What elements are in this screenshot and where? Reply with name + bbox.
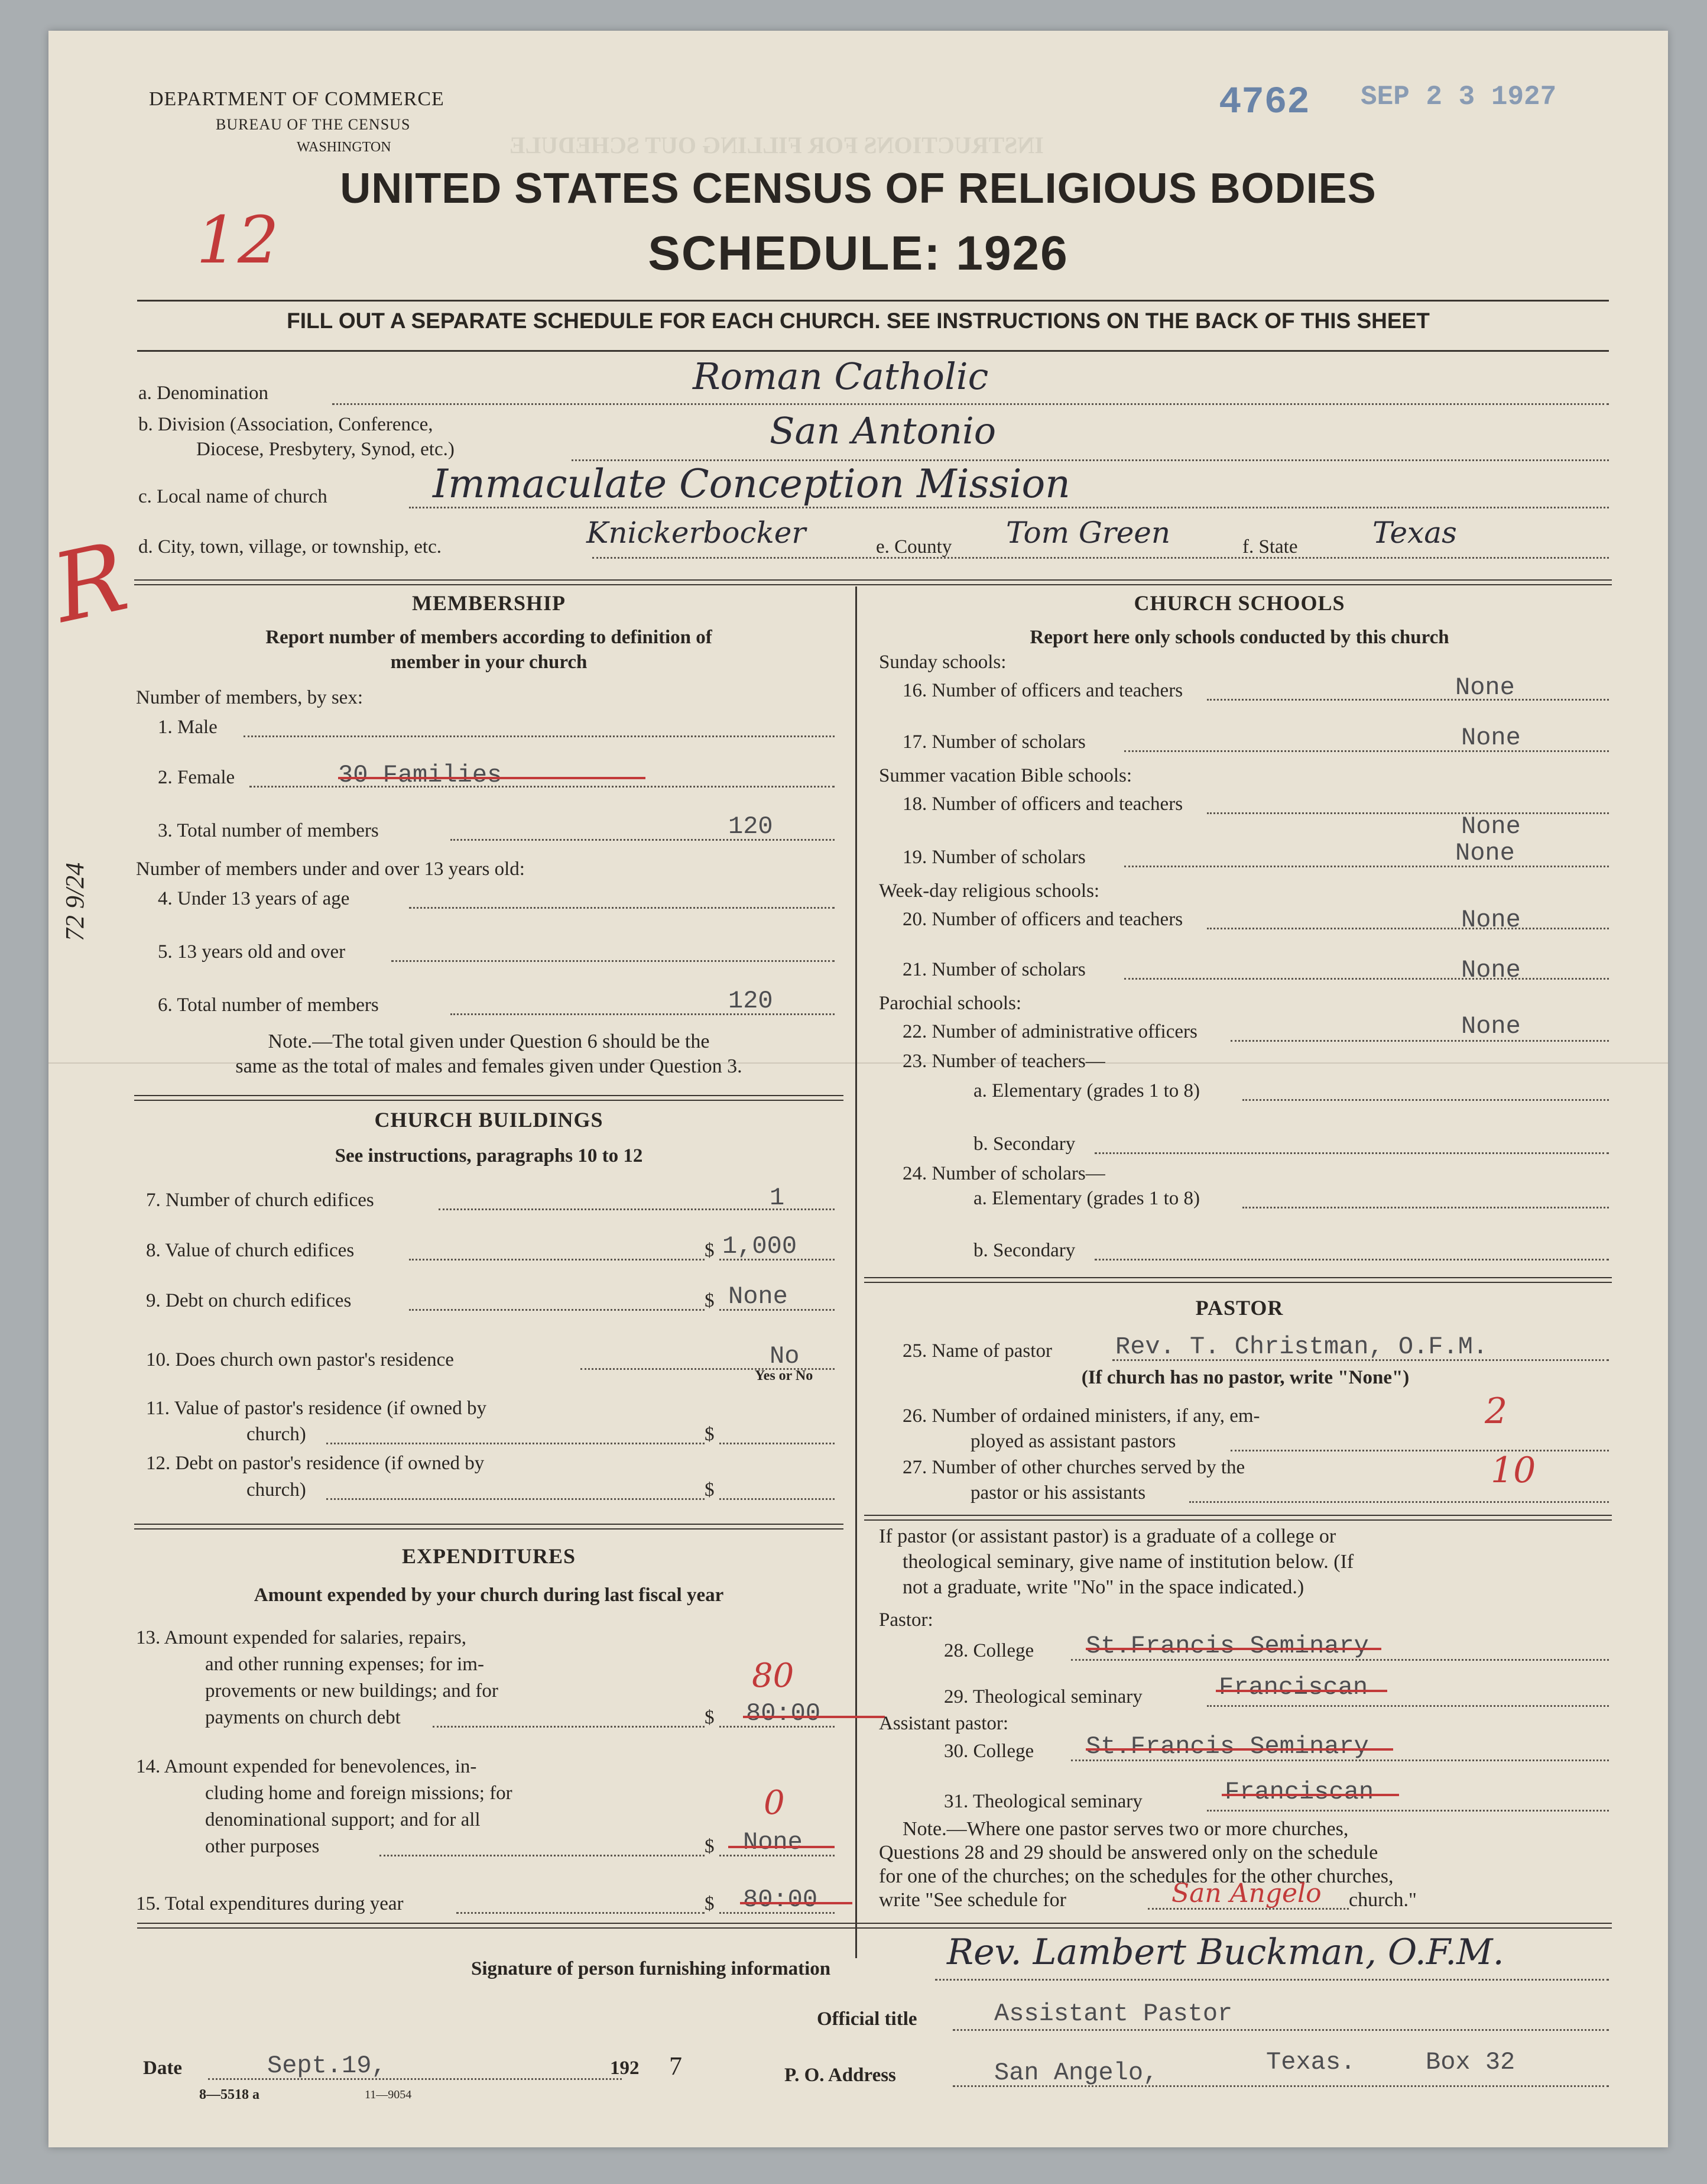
grad-note-3: not a graduate, write "No" in the space indicated.) [903, 1576, 1304, 1598]
q13-label-3: provements or new buildings; and for [205, 1680, 498, 1702]
q5-line [391, 960, 835, 962]
q19-value: None [1455, 839, 1515, 867]
pastor-note-1: Note.—Where one pastor serves two or more churches, [903, 1818, 1349, 1840]
q21-label: 21. Number of scholars [903, 959, 1086, 980]
pastor-note-4a: write "See schedule for [879, 1889, 1066, 1911]
q29-value: Franciscan [1219, 1673, 1368, 1702]
q13-correction: 80 [752, 1657, 794, 1695]
by-age-label: Number of members under and over 13 years old: [136, 858, 525, 880]
back-instructions-title: INSTRUCTIONS FOR FILLING OUT SCHEDULE [509, 132, 1044, 158]
schools-sub: Report here only schools conducted by this church [1030, 627, 1449, 648]
denomination-label: a. Denomination [138, 383, 268, 404]
red-mark-r: R [43, 521, 137, 644]
by-sex-label: Number of members, by sex: [136, 687, 363, 708]
q29-strike [1216, 1690, 1387, 1692]
city-town-value: Knickerbocker [586, 516, 806, 550]
local-name-value: Immaculate Conception Mission [433, 461, 1070, 507]
official-title-line [953, 2029, 1609, 2031]
grad-note-2: theological seminary, give name of institution below. (If [903, 1551, 1354, 1573]
q26-value: 2 [1485, 1391, 1508, 1432]
q26-line [1231, 1450, 1609, 1451]
buildings-bottom-rule [134, 1524, 843, 1530]
po-address-label: P. O. Address [784, 2065, 896, 2086]
q6-label: 6. Total number of members [158, 994, 379, 1016]
denomination-line [332, 403, 1609, 405]
pastor-note-3: for one of the churches; on the schedules for the other churches, [879, 1865, 1394, 1887]
q8-label: 8. Value of church edifices [146, 1240, 355, 1261]
q12-label-2: church) [246, 1479, 306, 1501]
q20-label: 20. Number of officers and teachers [903, 909, 1183, 930]
q30-value: St.Francis Seminary [1086, 1732, 1369, 1761]
q2-label: 2. Female [158, 767, 235, 788]
signature-value: Rev. Lambert Buckman, O.F.M. [947, 1932, 1504, 1973]
form-title: UNITED STATES CENSUS OF RELIGIOUS BODIES [340, 165, 1377, 212]
q24-label: 24. Number of scholars— [903, 1163, 1105, 1184]
q18-line [1207, 812, 1609, 814]
q29-label: 29. Theological seminary [944, 1686, 1143, 1707]
q31-label: 31. Theological seminary [944, 1791, 1143, 1812]
q13-label-2: and other running expenses; for im- [205, 1654, 484, 1675]
q8-dollar: $ [705, 1240, 715, 1261]
q6-value: 120 [728, 987, 773, 1015]
division-label-2: Diocese, Presbytery, Synod, etc.) [196, 439, 455, 460]
summer-label: Summer vacation Bible schools: [879, 765, 1132, 786]
q2-value: 30 Families [338, 761, 502, 789]
side-note: 72 9/24 [60, 862, 89, 941]
q15-dollar: $ [705, 1893, 715, 1914]
q9-value: None [728, 1282, 788, 1311]
state-value: Texas [1372, 516, 1457, 550]
header-rule-top [137, 300, 1609, 302]
grad-note-1: If pastor (or assistant pastor) is a graduate of a college or [879, 1525, 1336, 1547]
date-label: Date [143, 2057, 182, 2079]
column-divider [855, 586, 857, 1958]
q16-line [1207, 699, 1609, 701]
bureau-label: BUREAU OF THE CENSUS [216, 116, 411, 133]
q27-label-1: 27. Number of other churches served by the [903, 1457, 1245, 1478]
q3-value: 120 [728, 812, 773, 841]
denomination-value: Roman Catholic [693, 355, 989, 398]
q14-dollar: $ [705, 1836, 715, 1857]
q27-value: 10 [1491, 1450, 1536, 1491]
date-value: Sept.19, [267, 2052, 387, 2080]
q24b-line [1095, 1259, 1609, 1261]
q3-label: 3. Total number of members [158, 820, 379, 841]
q31-line [1207, 1810, 1609, 1812]
sunday-label: Sunday schools: [879, 652, 1007, 673]
membership-sub-2: member in your church [390, 652, 588, 673]
q11-amount-line [719, 1443, 835, 1444]
q13-value: 80:00 [746, 1699, 821, 1728]
fill-instruction: FILL OUT A SEPARATE SCHEDULE FOR EACH CHURCH. SEE INSTRUCTIONS ON THE BACK OF THIS SHEET [287, 309, 1430, 333]
q31-value: Franciscan [1225, 1778, 1374, 1806]
q24a-label: a. Elementary (grades 1 to 8) [973, 1188, 1200, 1209]
q10-value: No [770, 1342, 800, 1370]
q23b-label: b. Secondary [973, 1133, 1076, 1155]
header-rule-bottom [137, 350, 1609, 352]
local-name-label: c. Local name of church [138, 486, 327, 507]
q27-label-2: pastor or his assistants [971, 1482, 1146, 1503]
division-value: San Antonio [770, 409, 997, 452]
q16-label: 16. Number of officers and teachers [903, 680, 1183, 701]
q26-label-2: ployed as assistant pastors [971, 1431, 1176, 1452]
assistant-label: Assistant pastor: [879, 1713, 1009, 1734]
membership-sub-1: Report number of members according to definition of [265, 627, 712, 648]
q1-label: 1. Male [158, 717, 218, 738]
q2-line [249, 786, 835, 788]
q12-dollar: $ [705, 1479, 715, 1501]
q12-amount-line [719, 1498, 835, 1500]
q23a-line [1242, 1099, 1609, 1101]
q15-strike [740, 1902, 852, 1904]
q14-value: None [743, 1828, 803, 1856]
po-state: Texas. [1266, 2048, 1356, 2076]
q17-line [1124, 750, 1609, 752]
q5-label: 5. 13 years old and over [158, 941, 346, 963]
pastor-mid-rule [864, 1515, 1612, 1521]
q14-label-1: 14. Amount expended for benevolences, in- [136, 1756, 477, 1777]
q21-line [1124, 978, 1609, 980]
q11-dollar: $ [705, 1424, 715, 1445]
pastor-heading: PASTOR [1195, 1296, 1284, 1320]
stamp-number: 4762 [1219, 82, 1310, 124]
q13-line [433, 1726, 705, 1728]
city-label: WASHINGTON [297, 140, 391, 155]
q7-value: 1 [770, 1184, 785, 1212]
year-digit: 7 [669, 2052, 682, 2081]
q12-line [326, 1498, 705, 1500]
q3-line [450, 839, 835, 841]
form-subtitle: SCHEDULE: 1926 [648, 226, 1069, 280]
q24b-label: b. Secondary [973, 1240, 1076, 1261]
q8-line [409, 1259, 705, 1261]
form-number: 8—5518 a [199, 2087, 259, 2102]
parochial-label: Parochial schools: [879, 993, 1022, 1014]
q25-label: 25. Name of pastor [903, 1340, 1052, 1362]
official-title-label: Official title [817, 2008, 917, 2030]
print-number: 11—9054 [365, 2088, 412, 2101]
q14-strike [728, 1846, 835, 1848]
buildings-heading: CHURCH BUILDINGS [374, 1108, 603, 1132]
q22-line [1231, 1040, 1609, 1042]
q1-line [244, 735, 835, 737]
q13-strike [743, 1716, 885, 1718]
q14-line [379, 1855, 705, 1856]
q9-dollar: $ [705, 1290, 715, 1311]
pastor-note-line [1148, 1908, 1349, 1910]
pastor-note-4b: church." [1349, 1889, 1417, 1911]
q4-line [409, 907, 835, 909]
q29-line [1207, 1705, 1609, 1707]
city-line [592, 557, 1609, 559]
membership-note-2: same as the total of males and females given under Question 3. [235, 1055, 742, 1077]
q11-label-1: 11. Value of pastor's residence (if owned by [146, 1398, 486, 1419]
q11-label-2: church) [246, 1424, 306, 1445]
q14-label-2: cluding home and foreign missions; for [205, 1783, 512, 1804]
q25-hint: (If church has no pastor, write "None") [1081, 1367, 1410, 1388]
q13-dollar: $ [705, 1707, 715, 1728]
q12-label-1: 12. Debt on pastor's residence (if owned by [146, 1453, 485, 1474]
q24a-line [1242, 1207, 1609, 1208]
q20-value: None [1461, 906, 1521, 934]
q13-label-4: payments on church debt [205, 1707, 401, 1728]
q23b-line [1095, 1152, 1609, 1154]
pastor-label: Pastor: [879, 1609, 933, 1631]
buildings-sub: See instructions, paragraphs 10 to 12 [335, 1145, 643, 1166]
membership-note-1: Note.—The total given under Question 6 should be the [268, 1031, 710, 1052]
signature-line [935, 1979, 1609, 1981]
division-label-1: b. Division (Association, Conference, [138, 414, 433, 435]
q25-value: Rev. T. Christman, O.F.M. [1115, 1333, 1488, 1361]
red-mark-12: 12 [196, 202, 279, 278]
q17-value: None [1461, 724, 1521, 752]
expenditures-sub: Amount expended by your church during last fiscal year [254, 1584, 724, 1606]
po-city: San Angelo, [994, 2059, 1158, 2087]
q23a-label: a. Elementary (grades 1 to 8) [973, 1080, 1200, 1101]
q31-strike [1222, 1794, 1399, 1796]
q4-label: 4. Under 13 years of age [158, 888, 350, 909]
state-label: f. State [1242, 536, 1298, 558]
q23-label: 23. Number of teachers— [903, 1051, 1105, 1072]
q22-value: None [1461, 1012, 1521, 1041]
official-title-value: Assistant Pastor [994, 2000, 1233, 2028]
q10-hint: Yes or No [755, 1368, 813, 1383]
q30-strike [1086, 1748, 1393, 1751]
signature-label: Signature of person furnishing information [471, 1958, 831, 1979]
q10-label: 10. Does church own pastor's residence [146, 1349, 454, 1370]
q22-label: 22. Number of administrative officers [903, 1021, 1198, 1042]
schools-heading: CHURCH SCHOOLS [1134, 591, 1345, 615]
q9-label: 9. Debt on church edifices [146, 1290, 352, 1311]
schools-bottom-rule [864, 1277, 1612, 1283]
q14-label-4: other purposes [205, 1836, 320, 1857]
local-name-line [409, 507, 1609, 508]
county-value: Tom Green [1006, 516, 1171, 550]
q16-value: None [1455, 673, 1515, 702]
q18-label: 18. Number of officers and teachers [903, 793, 1183, 815]
census-schedule-sheet [43, 31, 1668, 2147]
ident-bottom-rule [134, 579, 1612, 585]
po-box: Box 32 [1426, 2048, 1515, 2076]
dept-label: DEPARTMENT OF COMMERCE [149, 88, 444, 110]
city-town-label: d. City, town, village, or township, etc. [138, 536, 442, 558]
q7-label: 7. Number of church edifices [146, 1190, 374, 1211]
footer-top-rule [137, 1923, 1612, 1929]
q9-line [409, 1309, 705, 1311]
q28-label: 28. College [944, 1640, 1034, 1661]
q11-line [326, 1443, 705, 1444]
q8-value: 1,000 [722, 1232, 797, 1261]
q15-line [456, 1912, 705, 1914]
q26-label-1: 26. Number of ordained ministers, if any, em- [903, 1405, 1260, 1427]
q14-label-3: denominational support; and for all [205, 1809, 481, 1830]
pastor-note-4-value: San Angelo [1171, 1878, 1322, 1908]
q20-line [1207, 928, 1609, 929]
q15-label: 15. Total expenditures during year [136, 1893, 404, 1914]
q2-strike [338, 777, 645, 779]
q19-label: 19. Number of scholars [903, 847, 1086, 868]
q13-label-1: 13. Amount expended for salaries, repairs, [136, 1627, 467, 1648]
membership-heading: MEMBERSHIP [411, 591, 566, 615]
q28-value: St.Francis Seminary [1086, 1632, 1369, 1660]
q27-line [1189, 1501, 1609, 1503]
q14-correction: 0 [764, 1784, 785, 1822]
pastor-note-2: Questions 28 and 29 should be answered only on the schedule [879, 1842, 1378, 1864]
membership-bottom-rule [134, 1095, 843, 1101]
q18-value: None [1461, 812, 1521, 841]
weekday-label: Week-day religious schools: [879, 880, 1100, 902]
county-label: e. County [876, 536, 952, 558]
q19-line [1124, 866, 1609, 867]
year-prefix: 192 [610, 2057, 640, 2079]
q6-line [450, 1013, 835, 1015]
q17-label: 17. Number of scholars [903, 731, 1086, 753]
expenditures-heading: EXPENDITURES [401, 1544, 576, 1568]
q30-label: 30. College [944, 1741, 1034, 1762]
q21-value: None [1461, 956, 1521, 984]
q28-strike [1086, 1648, 1381, 1650]
stamp-date: SEP 2 3 1927 [1361, 82, 1557, 112]
q15-value: 80:00 [743, 1885, 818, 1914]
